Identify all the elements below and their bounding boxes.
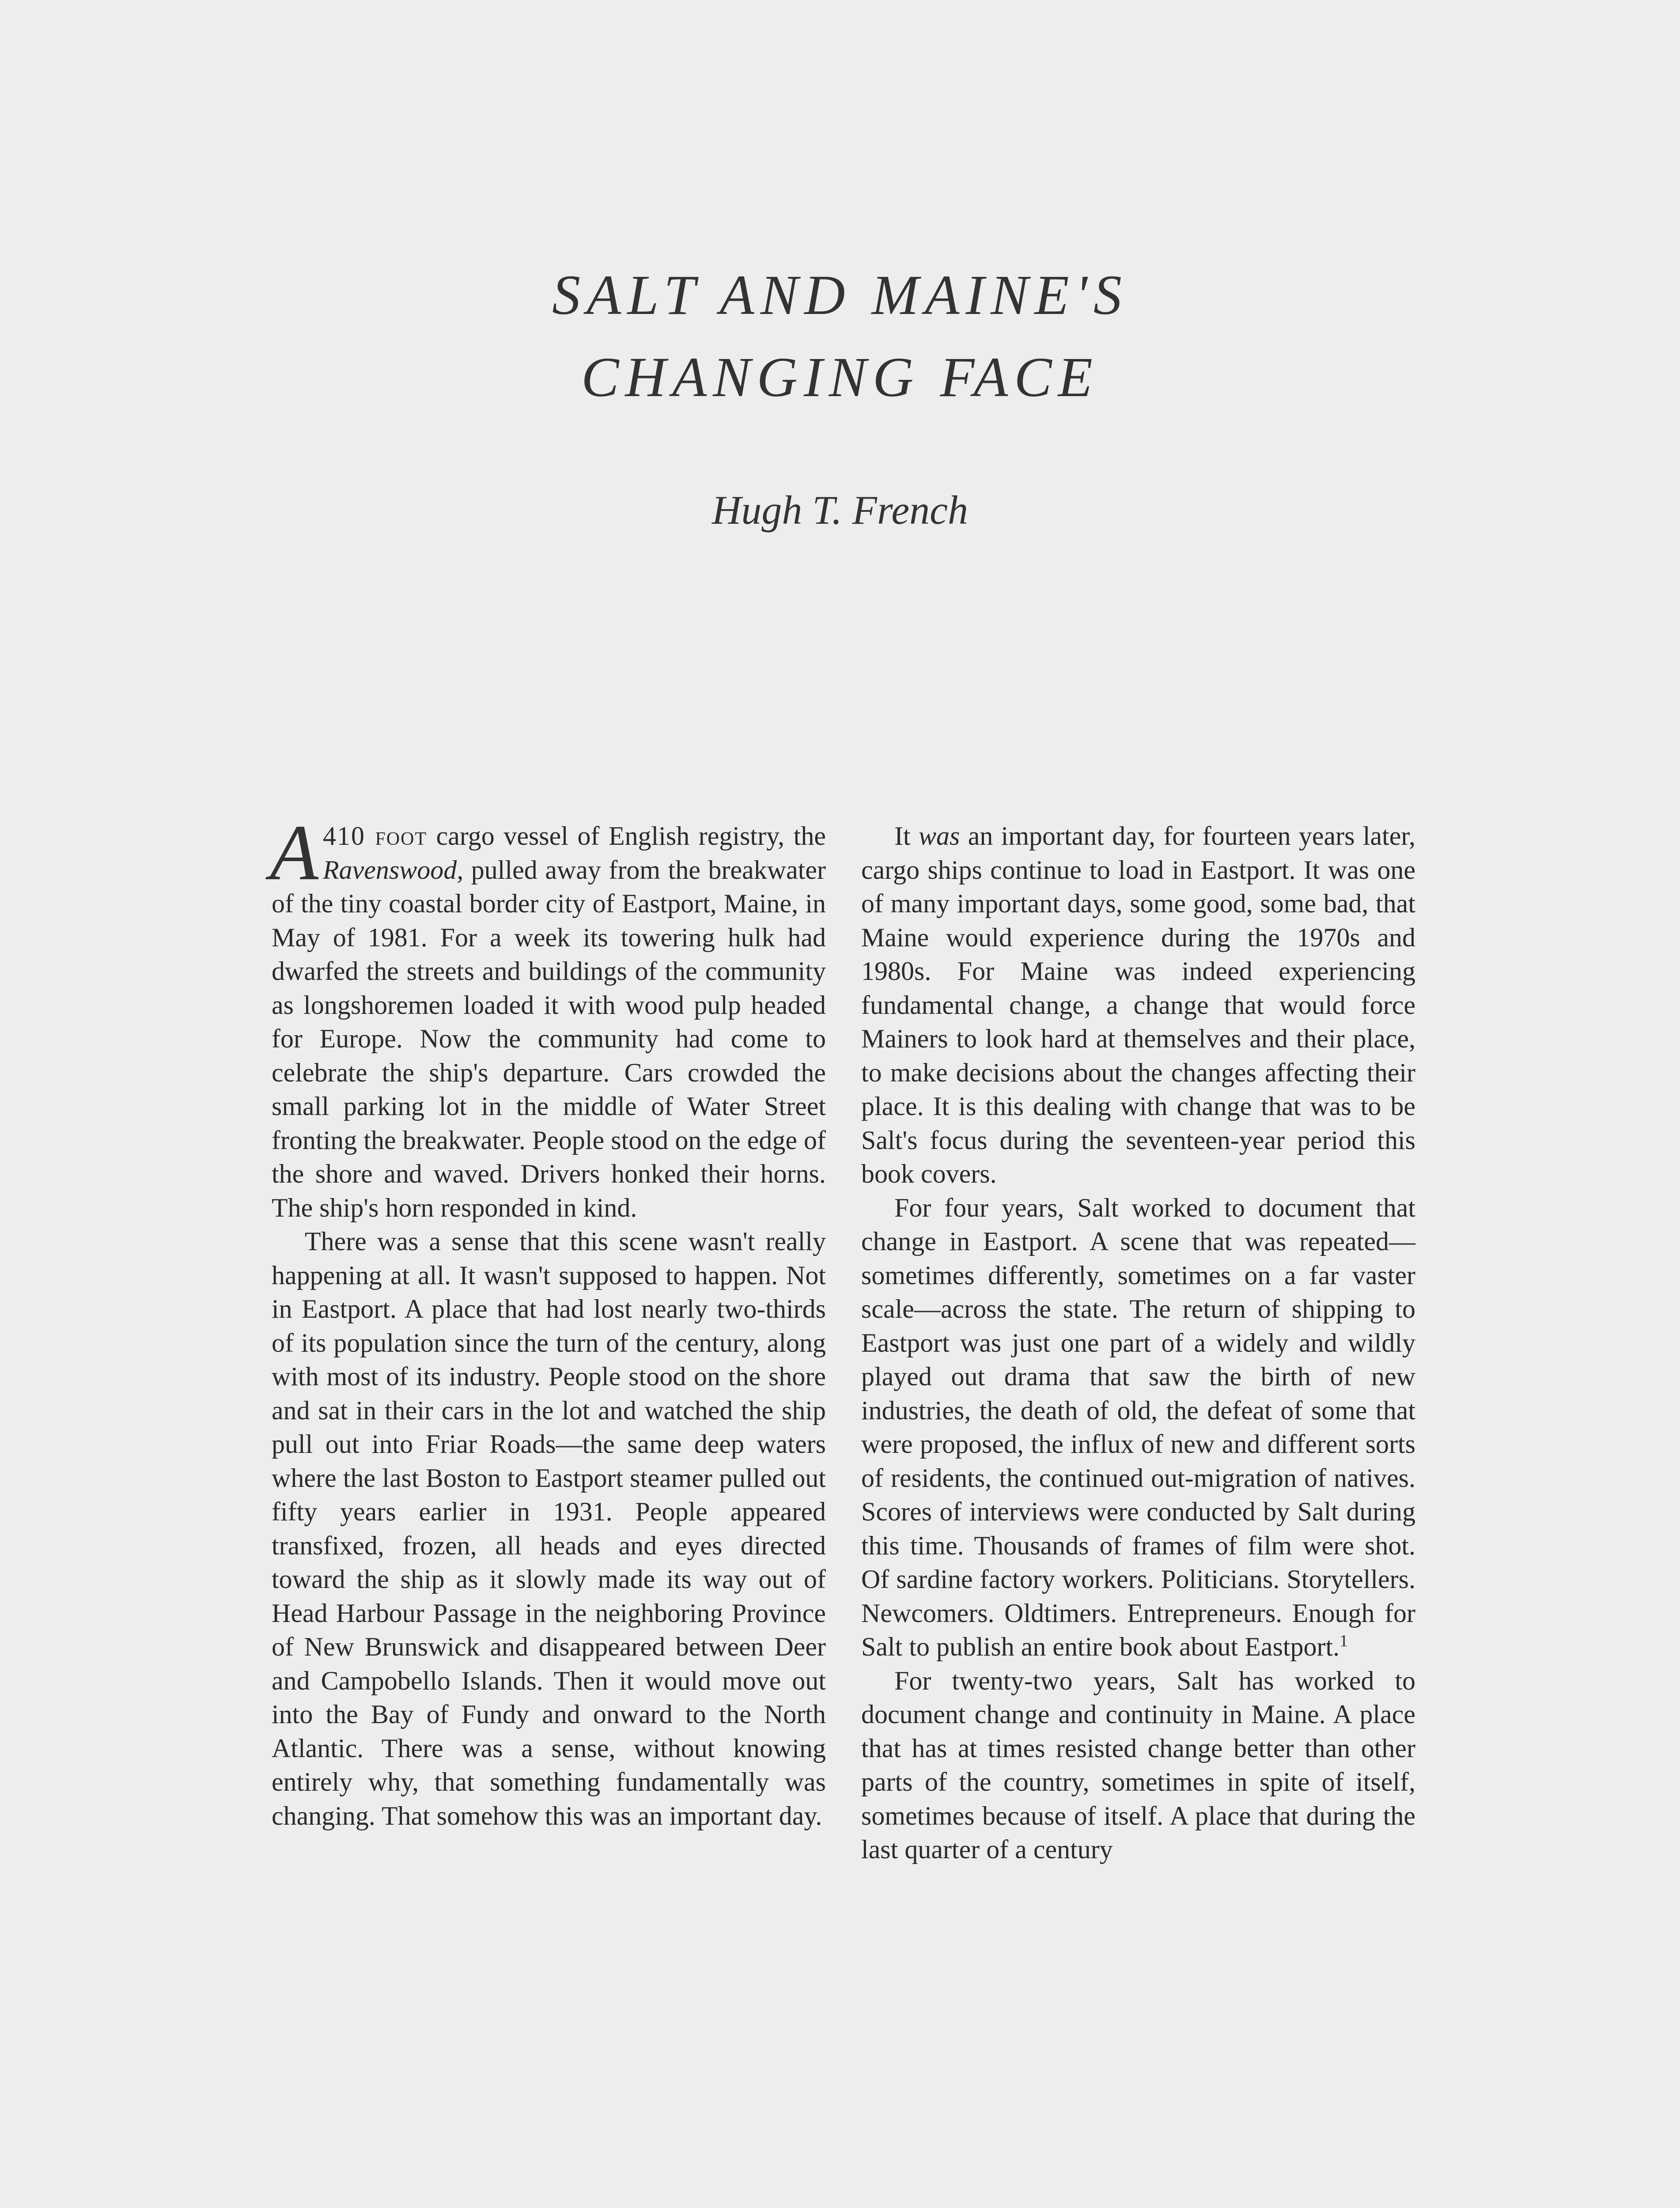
emphasis-word: was [919,821,960,851]
right-p1-text-b: an important day, for fourteen years later, cargo ships continue to load in Eastport. It was one of many important days, some good, some bad, that Maine would experience during the 1970s and 1980s. For Maine was indeed experiencing fundamental change, a change that would force Mainers to look hard at themselves and their place, to make decisions about the changes affecting their place. It is this dealing with change that was to be Salt's focus during the seventeen-year period this book covers. [861,821,1416,1188]
drop-cap: A [270,809,318,896]
left-p1-text-b: pulled away from the breakwater of the tiny coastal border city of Eastport, Maine, in May of 1981. For a week its towering hulk had dwarfed the streets and buildings of the community as longshoremen loaded it with wood pulp headed for Europe. Now the community had come to celebrate the ship's departure. Cars crowded the small parking lot in the middle of Water Street fronting the breakwater. People stood on the edge of the shore and waved. Drivers honked their horns. The ship's horn responded in kind. [272,855,826,1222]
left-paragraph-1 [270,809,826,1225]
article-title [0,254,1680,418]
footnote-marker[interactable]: 1 [1339,1632,1348,1650]
right-p2-text: For four years, Salt worked to document that change in Eastport. A scene that was repeated—sometimes differently, sometimes on a far vaster scale—across the state. The return of shipping to Eastport was just one part of a widely and wildly played out drama that saw the birth of new industries, the death of old, the defeat of some that were proposed, the influx of new and different sorts of residents, the continued out-migration of natives. Scores of interviews were conducted by Salt during this time. Thousands of frames of film were shot. Of sardine factory workers. Politicians. Storytellers. Newcomers. Oldtimers. Entrepreneurs. Enough for Salt to publish an entire book about Eastport. [861,1193,1415,1661]
title-line-1: SALT AND MAINE'S [552,264,1128,326]
right-paragraph-2 [861,1191,1415,1664]
ship-name: Ravenswood, [322,855,464,885]
left-p1-text-a: cargo vessel of English registry, the [427,821,826,851]
left-column [270,809,826,1833]
left-paragraph-2: There was a sense that this scene wasn't really happening at all. It wasn't supposed to happen. Not in Eastport. A place that had lost nearly two-thirds of its population since the turn of the century, along with most of its industry. People stood on the shore and sat in their cars in the lot and watched the ship pull out into Friar Roads—the same deep waters where the last Boston to Eastport steamer pulled out fifty years earlier in 1931. People appeared transfixed, frozen, all heads and eyes directed toward the ship as it slowly made its way out of Head Harbour Passage in the neighboring Province of New Brunswick and disappeared between Deer and Campobello Islands. Then it would move out into the Bay of Fundy and onward to the North Atlantic. There was a sense, without knowing entirely why, that something fundamentally was changing. That somehow this was an important day. [272,1227,826,1830]
lead-words: 410 foot [322,821,428,851]
right-p1-text-a: It [894,821,919,851]
author-byline: Hugh T. French [711,488,969,533]
title-line-2: CHANGING FACE [581,346,1099,408]
right-paragraph-1 [861,819,1415,1191]
right-paragraph-3: For twenty-two years, Salt has worked to document change and continuity in Maine. A place that has at times resisted change better than other parts of the country, sometimes in spite of itself, sometimes because of itself. A place that during the last quarter of a century [861,1666,1415,1864]
right-column [861,819,1415,1867]
